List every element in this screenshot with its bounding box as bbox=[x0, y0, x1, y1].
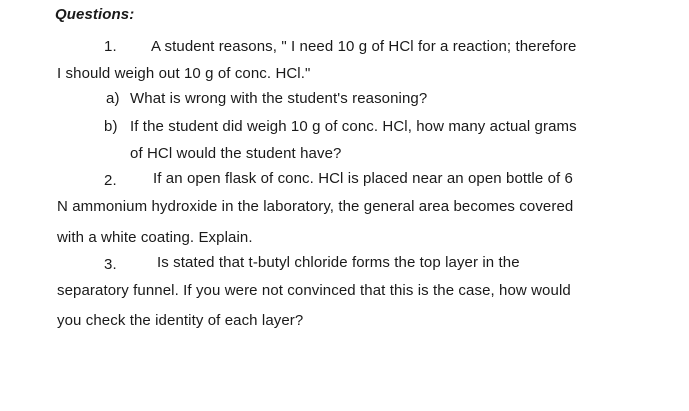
q1-number: 1. bbox=[104, 38, 117, 55]
q3-text-line-3: you check the identity of each layer? bbox=[57, 312, 304, 329]
q3-number: 3. bbox=[104, 256, 117, 273]
q1a-label: a) bbox=[106, 90, 120, 107]
q2-text-line-2: N ammonium hydroxide in the laboratory, the general area becomes covered bbox=[57, 198, 574, 215]
q2-text-line-3: with a white coating. Explain. bbox=[57, 229, 253, 246]
q3-text-line-1: Is stated that t-butyl chloride forms the top layer in the bbox=[157, 254, 520, 271]
q1b-label: b) bbox=[104, 118, 118, 135]
q3-text-line-2: separatory funnel. If you were not convinced that this is the case, how would bbox=[57, 282, 571, 299]
q1b-text-line-2: of HCl would the student have? bbox=[130, 145, 342, 162]
q2-text-line-1: If an open flask of conc. HCl is placed near an open bottle of 6 bbox=[153, 170, 573, 187]
q1-text-line-1: A student reasons, " I need 10 g of HCl for a reaction; therefore bbox=[151, 38, 577, 55]
q1b-text-line-1: If the student did weigh 10 g of conc. HCl, how many actual grams bbox=[130, 118, 577, 135]
q2-number: 2. bbox=[104, 172, 117, 189]
q1-text-line-2: I should weigh out 10 g of conc. HCl." bbox=[57, 65, 311, 82]
q1a-text: What is wrong with the student's reasoning? bbox=[130, 90, 428, 107]
questions-heading: Questions: bbox=[55, 6, 135, 23]
